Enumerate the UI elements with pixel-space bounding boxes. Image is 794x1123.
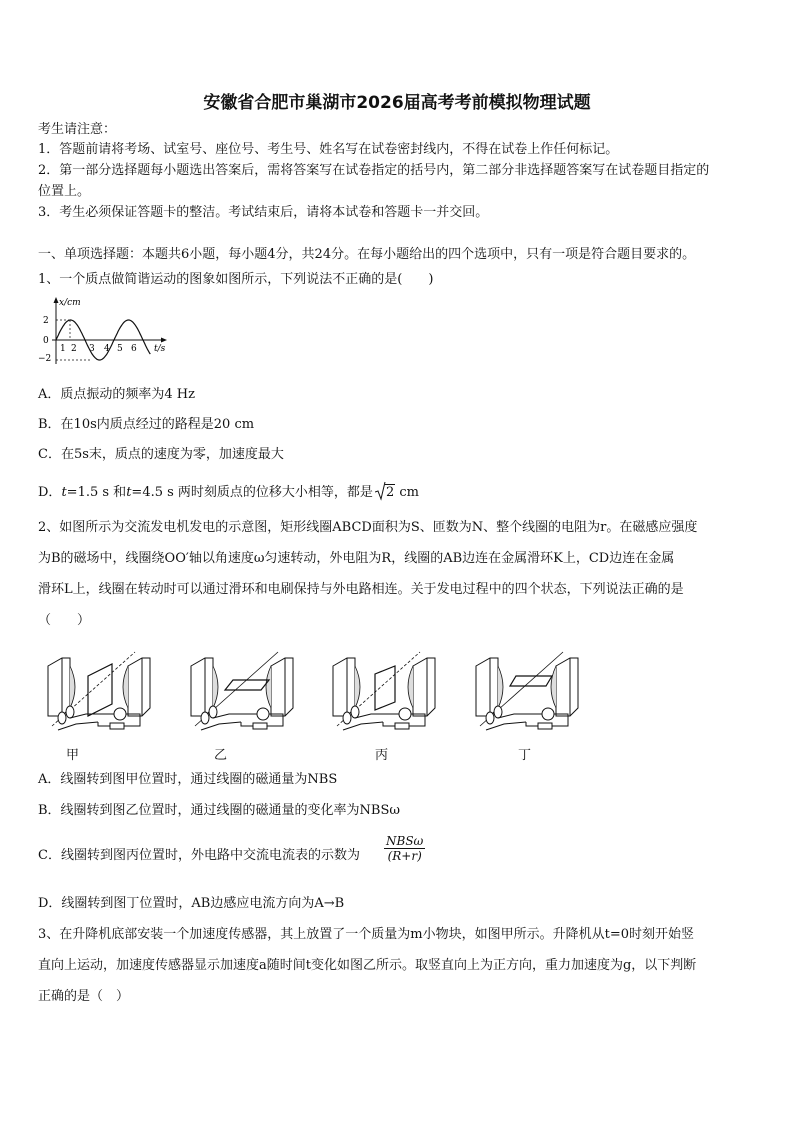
q2-option-a: A．线圈转到图甲位置时，通过线圈的磁通量为NBS [38, 772, 338, 787]
option-text: =4.5 s 两时刻质点的位移大小相等，都是 [131, 485, 373, 500]
pole-face [123, 666, 128, 708]
y-axis-label: x/cm [59, 298, 81, 308]
coil [375, 666, 395, 710]
notice-item: 1．答题前请将考场、试室号、座位号、考生号、姓名写在试卷密封线内，不得在试卷上作任何标记。 [38, 142, 619, 157]
generator-figure-jia [40, 646, 160, 742]
question-2-line: 2、如图所示为交流发电机发电的示意图，矩形线圈ABCD面积为S、匝数为N、整个线圈的电阻为r。在磁感应强度 [38, 520, 698, 535]
x-tick-label: 5 [117, 344, 123, 354]
wire [355, 714, 395, 718]
pole-face [355, 666, 360, 708]
fraction-denominator: (R+r) [384, 848, 425, 863]
x-tick-label: 3 [89, 344, 95, 354]
generator-diagram [48, 652, 150, 730]
magnet-s [271, 658, 293, 716]
y-axis-arrow [54, 297, 59, 303]
option-prefix: D． [38, 485, 62, 500]
wire [498, 714, 538, 718]
resistor [395, 723, 409, 729]
notice-heading: 考生请注意： [38, 122, 117, 137]
section-heading: 一、单项选择题：本题共6小题，每小题4分，共24分。在每小题给出的四个选项中，只有一项是符合题目要求的。 [38, 247, 696, 262]
question-3-line: 直向上运动，加速度传感器显示加速度a随时间t变化如图乙所示。取竖直向上为正方向，重力加速度为g，以下判断 [38, 958, 697, 973]
magnet-s [128, 658, 150, 716]
question-1-stem: 1、一个质点做简谐运动的图象如图所示，下列说法不正确的是( ) [38, 272, 434, 287]
pole-face [70, 666, 75, 708]
notice-item: 3．考生必须保证答题卡的整洁。考试结束后，请将本试卷和答题卡一并交回。 [38, 205, 489, 220]
x-tick-label: 4 [104, 344, 110, 354]
y-tick-label: 2 [43, 316, 49, 326]
magnet-n [476, 658, 498, 716]
question-2-line: （ ） [38, 613, 91, 628]
wire [526, 722, 538, 726]
resistor [110, 723, 124, 729]
coil [225, 680, 269, 690]
slip-ring [66, 706, 74, 718]
ammeter [257, 708, 269, 720]
slip-ring [351, 706, 359, 718]
magnet-n [333, 658, 355, 716]
ammeter [399, 708, 411, 720]
y-tick-label: 0 [43, 336, 49, 346]
pole-face [551, 666, 556, 708]
notice-item: 位置上。 [38, 184, 91, 199]
wire [241, 722, 253, 726]
wire [383, 722, 395, 726]
x-tick-label: 6 [131, 344, 137, 354]
q1-option-c: C．在5s末，质点的速度为零，加速度最大 [38, 447, 284, 462]
figure-label: 丙 [375, 748, 389, 763]
ammeter [114, 708, 126, 720]
magnet-n [48, 658, 70, 716]
pole-face [213, 666, 218, 708]
wire [213, 714, 253, 718]
wire [98, 722, 110, 726]
question-2-line: 滑环L上，线圈在转动时可以通过滑环和电刷保持与外电路相连。关于发电过程中的四个状态，下列说法正确的是 [38, 582, 684, 597]
q1-option-d [38, 484, 419, 501]
coil [88, 664, 112, 716]
resistor [538, 723, 552, 729]
magnet-s [413, 658, 435, 716]
page-title: 安徽省合肥市巢湖市2026届高考考前模拟物理试题 [203, 93, 591, 113]
question-3-line: 3、在升降机底部安装一个加速度传感器，其上放置了一个质量为m小物块，如图甲所示。升降机从t=0时刻开始竖 [38, 927, 694, 942]
slip-ring [209, 706, 217, 718]
x-tick-label: 1 [60, 344, 66, 354]
sqrt-symbol [375, 484, 395, 501]
pole-face [498, 666, 503, 708]
resistor [253, 723, 267, 729]
x-axis-label: t/s [154, 344, 166, 354]
generator-figure-ding [468, 646, 588, 742]
generator-figure-yi [183, 646, 303, 742]
pole-face [408, 666, 413, 708]
slip-ring [201, 712, 209, 724]
magnet-s [556, 658, 578, 716]
sqrt-radicand: 2 [385, 485, 395, 500]
fraction [384, 834, 425, 863]
x-axis-arrow [161, 338, 167, 343]
var-t: t [61, 485, 67, 500]
x-tick-label: 2 [71, 344, 77, 354]
slip-ring [486, 712, 494, 724]
q1-option-a: A．质点振动的频率为4 Hz [38, 387, 195, 402]
q1-option-b: B．在10s内质点经过的路程是20 cm [38, 417, 255, 432]
figure-label: 丁 [518, 748, 532, 763]
unit: cm [399, 485, 419, 500]
q2-option-c: C．线圈转到图丙位置时，外电路中交流电流表的示数为 [38, 848, 360, 863]
shm-graph [36, 294, 176, 366]
notice-item: 2．第一部分选择题每小题选出答案后，需将答案写在试卷指定的括号内，第二部分非选择题答案写在试卷题目指定的 [38, 163, 710, 178]
slip-ring [343, 712, 351, 724]
figure-label: 甲 [66, 748, 80, 763]
q2-option-d: D．线圈转到图丁位置时，AB边感应电流方向为A→B [38, 896, 345, 911]
fraction-numerator: NBSω [386, 834, 424, 848]
question-3-line: 正确的是（ ） [38, 989, 130, 1004]
y-tick-label: −2 [38, 354, 52, 364]
generator-figure-bing [325, 646, 445, 742]
generator-diagram [476, 652, 578, 730]
question-2-line: 为B的磁场中，线圈绕OO′轴以角速度ω匀速转动，外电阻为R，线圈的AB边连在金属滑环K上，CD边连在金属 [38, 551, 675, 566]
magnet-n [191, 658, 213, 716]
pole-face [266, 666, 271, 708]
slip-ring [58, 712, 66, 724]
generator-diagram [333, 652, 435, 730]
ammeter [542, 708, 554, 720]
var-t: t [126, 485, 132, 500]
option-text: =1.5 s 和 [66, 485, 127, 500]
generator-diagram [191, 652, 293, 730]
figure-label: 乙 [214, 748, 228, 763]
slip-ring [494, 706, 502, 718]
q2-option-b: B．线圈转到图乙位置时，通过线圈的磁通量的变化率为NBSω [38, 803, 400, 818]
